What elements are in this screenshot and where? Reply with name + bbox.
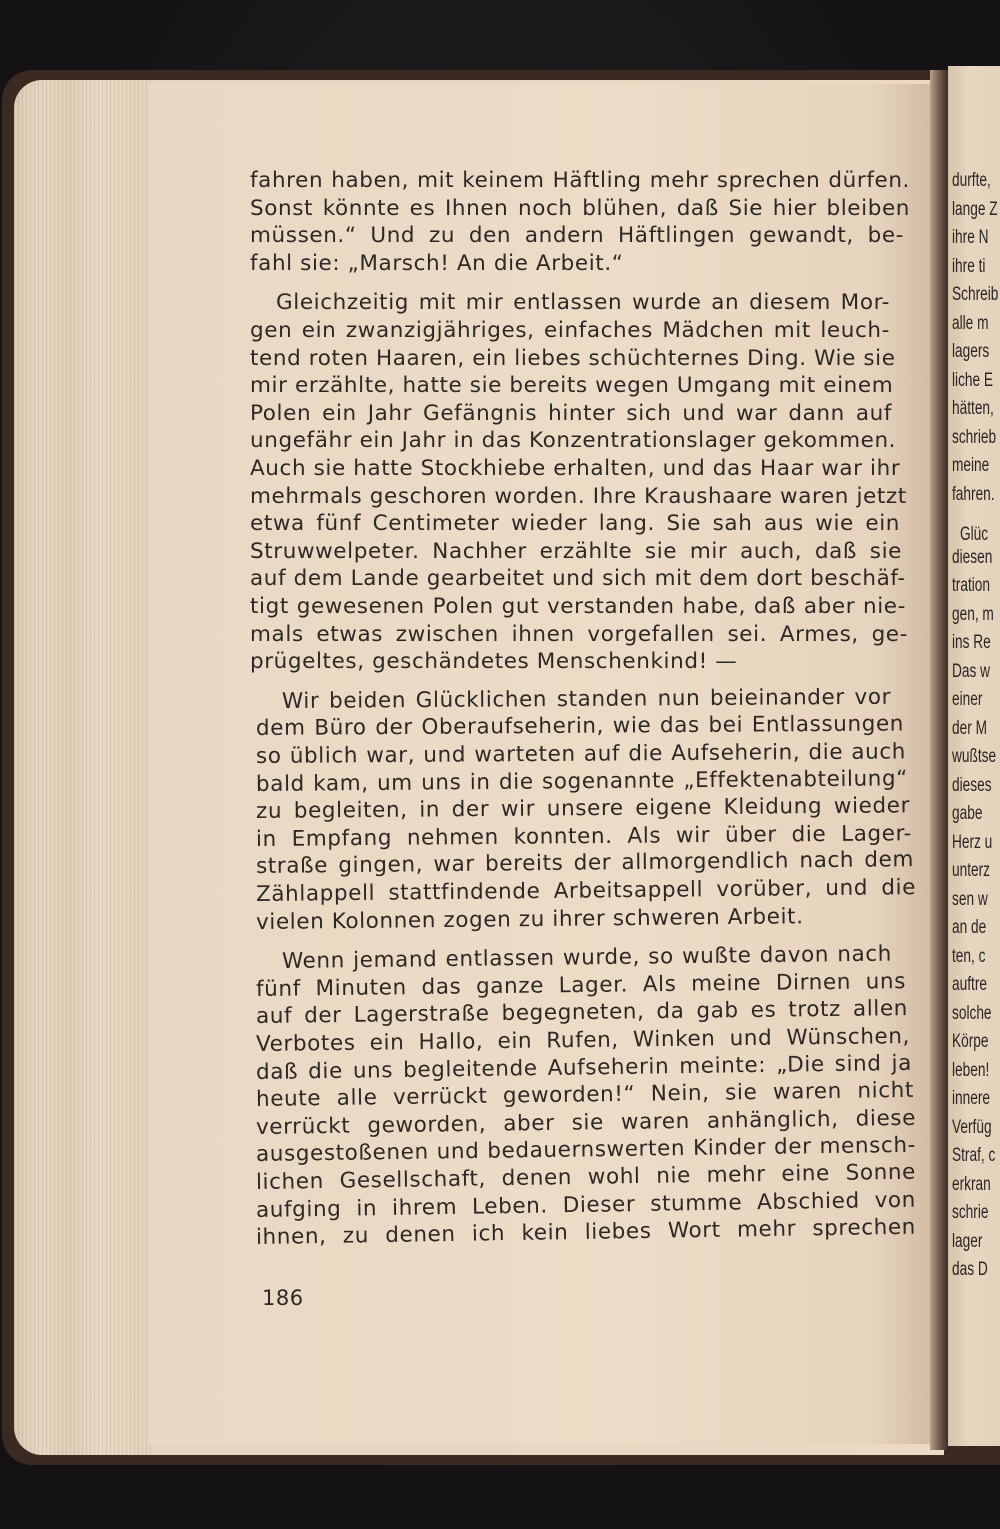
- facing-page: [948, 66, 1000, 1446]
- facing-text-line: auftre: [952, 974, 987, 995]
- facing-text-line: diesen: [952, 546, 993, 568]
- text-line: auf der Lagerstraße begegneten, da gab es trotz allen: [255, 996, 909, 1030]
- text-line: fahren haben, mit keinem Häftling mehr sprechen dürfen.: [250, 168, 910, 193]
- text-line: daß die uns begleitende Aufseherin meinte: „Die sind ja: [255, 1050, 913, 1085]
- text-line: ausgestoßenen und bedauernswerten Kinder der mensch-: [255, 1133, 917, 1168]
- facing-text-line: alle m: [952, 312, 989, 334]
- facing-text-line: solche: [952, 1002, 992, 1024]
- facing-text-line: lager: [952, 1230, 983, 1252]
- text-line: fünf Minuten das ganze Lager. Als meine Dirnen uns: [255, 968, 907, 1002]
- facing-text-line: unterz: [952, 860, 991, 881]
- facing-text-line: schrie: [952, 1202, 989, 1223]
- facing-text-line: Straf, c: [952, 1145, 996, 1166]
- text-line: etwa fünf Centimeter wieder lang. Sie sah aus wie ein: [250, 511, 900, 537]
- facing-text-line: ihre N: [952, 227, 989, 248]
- book-gutter: [930, 70, 950, 1450]
- facing-text-line: innere: [952, 1088, 991, 1109]
- facing-text-line: dieses: [952, 774, 992, 796]
- text-line: tigt gewesenen Polen gut verstanden habe, daß aber nie-: [250, 594, 906, 619]
- page-number: 186: [262, 1286, 304, 1310]
- facing-text-line: das D: [952, 1259, 988, 1280]
- facing-text-line: liche E: [952, 369, 994, 391]
- facing-text-line: Verfüg: [952, 1116, 992, 1138]
- text-line: auf dem Lande gearbeitet und sich mit dem dort beschäf-: [250, 566, 906, 592]
- facing-text-line: an de: [952, 917, 987, 938]
- text-line: Gleichzeitig mit mir entlassen wurde an diesem Mor-: [276, 290, 890, 316]
- text-line: heute alle verrückt geworden!“ Nein, sie waren nicht: [255, 1078, 915, 1113]
- text-line: ihnen, zu denen ich kein liebes Wort mehr sprechen: [255, 1214, 917, 1251]
- text-line: in Empfang nehmen konnten. Als wir über die Lager-: [255, 821, 913, 852]
- text-line: Wenn jemand entlassen wurde, so wußte davon nach: [281, 941, 893, 975]
- facing-text-line: erkran: [952, 1173, 991, 1195]
- facing-text-line: tration: [952, 575, 991, 596]
- facing-text-line: fahren.: [952, 483, 995, 505]
- text-line: Sonst könnte es Ihnen noch blühen, daß Sie hier bleiben: [250, 195, 910, 221]
- facing-text-line: hätten,: [952, 398, 994, 419]
- facing-text-line: gen, m: [952, 603, 994, 625]
- text-line: Struwwelpeter. Nachher erzählte sie mir auch, daß sie: [250, 538, 902, 564]
- text-line: dem Büro der Oberaufseherin, wie das bei Entlassungen: [255, 711, 905, 742]
- facing-text-line: meine: [952, 455, 990, 476]
- text-line: verrückt geworden, aber sie waren anhänglich, diese: [255, 1105, 917, 1140]
- facing-text-line: Das w: [952, 660, 991, 682]
- text-line: mir erzählte, hatte sie bereits wegen Umgang mit einem: [250, 373, 894, 399]
- facing-text-line: wußtse: [952, 746, 997, 767]
- facing-text-line: einer: [952, 689, 983, 710]
- text-line: bald kam, um uns in die sogenannte „Effektenabteilung“: [255, 765, 909, 797]
- text-line: Zählappell stattfindende Arbeitsappell vorüber, und die: [255, 875, 917, 907]
- page-edges: [14, 80, 154, 1455]
- text-line: vielen Kolonnen zogen zu ihrer schweren Arbeit.: [255, 903, 804, 935]
- text-line: Verbotes ein Hallo, ein Rufen, Winken und Wünschen,: [255, 1024, 911, 1057]
- facing-text-line: durfte,: [952, 170, 991, 191]
- text-line: mals etwas zwischen ihnen vorgefallen sei. Armes, ge-: [250, 621, 908, 647]
- facing-text-line: sen w: [952, 888, 988, 910]
- text-line: zu begleiten, in der wir unsere eigene Kleidung wieder: [255, 793, 911, 825]
- text-line: so üblich war, und warteten auf die Aufseherin, die auch: [255, 739, 907, 769]
- facing-text-line: Glüc: [960, 524, 989, 545]
- text-line: Polen ein Jahr Gefängnis hinter sich und war dann auf: [250, 400, 892, 426]
- facing-text-line: Herz u: [952, 831, 993, 853]
- text-line: fahl sie: „Marsch! An die Arbeit.“: [250, 250, 624, 276]
- text-line: Wir beiden Glücklichen standen nun beieinander vor: [281, 684, 892, 714]
- facing-text-line: lange Z: [952, 198, 998, 220]
- text-line: lichen Gesellschaft, denen wohl nie mehr eine Sonne: [255, 1159, 917, 1195]
- facing-text-line: ten, c: [952, 945, 986, 967]
- text-line: straße gingen, war bereits der allmorgendlich nach dem: [255, 847, 915, 880]
- facing-text-line: lagers: [952, 341, 990, 362]
- facing-text-line: der M: [952, 717, 987, 739]
- text-line: Auch sie hatte Stockhiebe erhalten, und das Haar war ihr: [250, 456, 901, 481]
- facing-text-line: schrieb: [952, 426, 997, 448]
- facing-text-line: Schreib: [952, 284, 999, 305]
- text-line: aufging in ihrem Leben. Dieser stumme Abschied von: [255, 1187, 917, 1223]
- text-line: gen ein zwanzigjähriges, einfaches Mädchen mit leuch-: [250, 318, 890, 343]
- facing-text-line: ins Re: [952, 632, 991, 653]
- text-line: müssen.“ Und zu den andern Häftlingen gewandt, be-: [250, 223, 904, 249]
- text-line: tend roten Haaren, ein liebes schüchternes Ding. Wie sie: [250, 345, 896, 371]
- facing-text-line: leben!: [952, 1059, 990, 1081]
- facing-text-line: ihre ti: [952, 255, 986, 277]
- text-line: ungefähr ein Jahr in das Konzentrationslager gekommen.: [250, 428, 897, 454]
- text-line: mehrmals geschoren worden. Ihre Kraushaare waren jetzt: [250, 483, 907, 509]
- facing-text-line: gabe: [952, 803, 983, 824]
- text-line: prügeltes, geschändetes Menschenkind! —: [250, 649, 738, 675]
- facing-text-line: Körpe: [952, 1031, 989, 1052]
